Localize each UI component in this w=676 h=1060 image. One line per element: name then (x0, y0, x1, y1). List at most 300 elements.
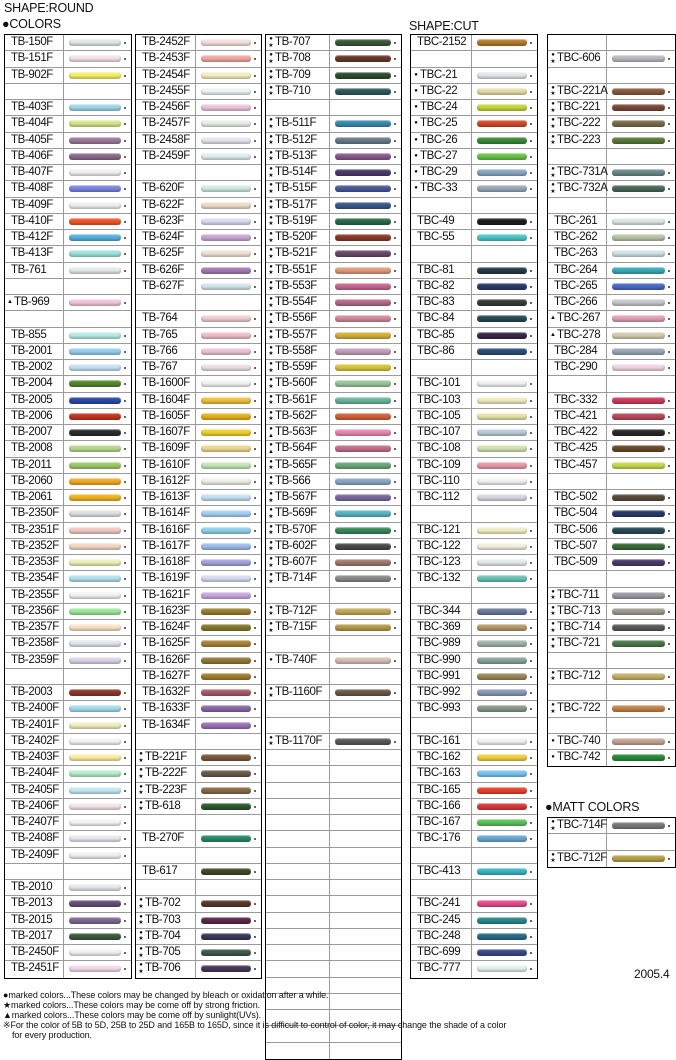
color-code: TBC-989 (417, 637, 461, 650)
dot-mark (530, 952, 532, 954)
dot-mark (124, 513, 126, 515)
color-code: TBC-108 (417, 442, 461, 455)
bead-swatch (477, 835, 527, 842)
color-row (411, 149, 537, 165)
color-code: TB-2006 (11, 409, 53, 422)
bead-swatch (335, 332, 391, 339)
dot-mark (124, 416, 126, 418)
dot-mark (254, 578, 256, 580)
dot-mark (394, 448, 396, 450)
marker-symbols: ● ★ (550, 84, 556, 98)
dot-mark (254, 237, 256, 239)
bead-swatch (69, 299, 121, 306)
color-code: TB-554F (275, 296, 317, 308)
dot-mark (124, 221, 126, 223)
color-row (136, 100, 261, 116)
dot-mark (394, 221, 396, 223)
color-code: TBC-504 (554, 507, 598, 520)
dot-mark (124, 156, 126, 158)
marker-symbols: ● (414, 136, 418, 143)
color-row (266, 214, 401, 230)
color-row (136, 68, 261, 84)
dot-mark (254, 465, 256, 467)
empty-row (548, 571, 675, 587)
color-code: TB-2452F (142, 36, 190, 48)
color-row (136, 961, 261, 977)
bead-swatch (69, 965, 121, 972)
bead-swatch (335, 462, 391, 469)
color-code: TBC-261 (554, 214, 598, 227)
color-code: TBC-991 (417, 669, 461, 682)
color-code: TB-1627F (142, 669, 190, 682)
bead-swatch (477, 673, 527, 680)
color-code: TB-515F (275, 182, 317, 195)
color-row (411, 263, 537, 279)
dot-mark (394, 383, 396, 385)
dot-mark (530, 627, 532, 629)
bead-swatch (201, 364, 251, 371)
color-row (136, 701, 261, 717)
color-code: TB-557F (275, 328, 317, 341)
empty-row (411, 588, 537, 604)
color-code: TB-403F (11, 101, 53, 113)
empty-row (266, 636, 401, 652)
bead-swatch (335, 397, 391, 404)
dot-mark (530, 968, 532, 970)
color-row (266, 653, 401, 669)
color-row (136, 230, 261, 246)
dot-mark (124, 335, 126, 337)
color-code: TB-1632F (142, 686, 190, 698)
marker-symbols: ● ★ (550, 702, 556, 715)
marker-symbols: ● ★ (550, 117, 556, 130)
dot-mark (254, 123, 256, 125)
color-code: TB-704 (145, 929, 181, 942)
color-row (548, 409, 675, 425)
color-code: TB-559F (275, 361, 317, 373)
bead-swatch (335, 543, 391, 550)
dot-mark (530, 676, 532, 678)
color-code: TB-2354F (11, 572, 59, 585)
color-row (411, 783, 537, 799)
bead-swatch (201, 462, 251, 469)
marker-symbols: ● ★ (268, 539, 274, 553)
dot-mark (124, 660, 126, 662)
marker-symbols: ● (551, 737, 555, 744)
marker-symbols: ● ★ (138, 897, 144, 910)
bead-swatch (201, 673, 251, 680)
color-code: TB-2351F (11, 523, 59, 536)
color-row (411, 620, 537, 636)
dot-mark (124, 887, 126, 889)
dot-mark (124, 530, 126, 532)
marker-symbols: ● ★ (268, 279, 274, 293)
bead-swatch (69, 770, 121, 777)
bead-swatch (612, 822, 665, 829)
marker-symbols: ● ★ (268, 166, 274, 179)
color-code: TBC-33 (420, 182, 458, 195)
dot-mark (394, 497, 396, 499)
bead-swatch (69, 592, 121, 599)
color-code: TB-602F (275, 539, 317, 552)
marker-symbols: ● ★ (268, 377, 274, 390)
color-row (5, 198, 131, 214)
color-row (548, 750, 675, 766)
bead-swatch (612, 169, 665, 176)
color-code: TB-2017 (11, 929, 53, 942)
color-code: TB-406F (11, 149, 53, 162)
color-row (411, 734, 537, 750)
color-row (266, 490, 401, 506)
color-row (5, 263, 131, 279)
bead-swatch (201, 803, 251, 810)
marker-symbols: ● ★ (550, 52, 556, 65)
bead-swatch (335, 234, 391, 241)
color-code: TB-2400F (11, 702, 59, 715)
dot-mark (668, 513, 670, 515)
marker-symbols: ● ★ (268, 523, 274, 536)
bead-swatch (69, 218, 121, 225)
bead-swatch (69, 787, 121, 794)
dot-mark (124, 627, 126, 629)
marker-symbols: ● ★ (268, 507, 274, 520)
color-row (266, 685, 401, 701)
empty-row (548, 198, 675, 214)
color-row (548, 263, 675, 279)
color-code: TBC-83 (417, 296, 455, 308)
color-code: TB-702 (145, 897, 181, 910)
color-row (5, 35, 131, 51)
color-row (548, 344, 675, 360)
color-code: TB-1618F (142, 556, 190, 568)
bead-swatch (201, 348, 251, 355)
bead-swatch (69, 267, 121, 274)
color-code: TB-1613F (142, 491, 190, 503)
color-code: TB-1621F (142, 588, 190, 601)
dot-mark (124, 757, 126, 759)
dot-mark (394, 660, 396, 662)
color-code: TBC-777 (417, 962, 461, 975)
dot-mark (254, 253, 256, 255)
empty-row (5, 669, 131, 685)
bead-swatch (201, 575, 251, 582)
dot-mark (668, 221, 670, 223)
color-code: TB-624F (142, 231, 184, 243)
dot-mark (668, 107, 670, 109)
color-row (5, 718, 131, 734)
empty-row (411, 506, 537, 522)
dot-mark (668, 611, 670, 613)
color-code: TBC-167 (417, 816, 461, 828)
color-row (548, 851, 675, 867)
color-code: TB-2060 (11, 474, 53, 487)
color-row (136, 588, 261, 604)
color-row (5, 523, 131, 539)
color-row (136, 84, 261, 100)
marker-symbols: ● ★ (138, 799, 144, 813)
marker-symbols: ● ★ (268, 686, 274, 699)
color-row (136, 263, 261, 279)
bead-swatch (477, 738, 527, 745)
color-row (266, 571, 401, 587)
color-row (5, 165, 131, 181)
dot-mark (530, 383, 532, 385)
dot-mark (668, 757, 670, 759)
color-code: TBC-132 (417, 572, 461, 585)
dot-mark (668, 546, 670, 548)
color-row (5, 506, 131, 522)
color-code: TBC-263 (554, 247, 598, 260)
dot-mark (124, 725, 126, 727)
color-code: TBC-122 (417, 539, 461, 552)
color-row (266, 279, 401, 295)
color-code: TB-2403F (11, 751, 59, 763)
color-row (136, 896, 261, 912)
dot-mark (254, 58, 256, 60)
dot-mark (394, 172, 396, 174)
color-code: TBC-86 (417, 344, 455, 357)
dot-mark (124, 562, 126, 564)
marker-symbols: ● ★ (268, 328, 274, 341)
empty-row (266, 750, 401, 766)
color-code: TBC-990 (417, 653, 461, 666)
color-row (5, 376, 131, 392)
color-code: TB-2401F (11, 718, 59, 731)
dot-mark (668, 825, 670, 827)
bead-swatch (201, 689, 251, 696)
bead-swatch (477, 39, 527, 46)
color-row (411, 328, 537, 344)
color-row (136, 571, 261, 587)
dot-mark (124, 383, 126, 385)
dot-mark (530, 481, 532, 483)
bead-swatch (335, 315, 391, 322)
dot-mark (124, 75, 126, 77)
bead-swatch (612, 445, 665, 452)
bead-swatch (477, 462, 527, 469)
color-row (136, 149, 261, 165)
bead-swatch (612, 855, 665, 862)
color-row (548, 116, 675, 132)
bead-swatch (201, 234, 251, 241)
dot-mark (530, 416, 532, 418)
bead-swatch (477, 868, 527, 875)
dot-mark (530, 156, 532, 158)
bead-swatch (477, 397, 527, 404)
color-code: TB-2015 (11, 913, 53, 926)
dot-mark (668, 58, 670, 60)
empty-row (136, 295, 261, 311)
color-code: TBC-711 (557, 588, 600, 601)
dot-mark (124, 497, 126, 499)
color-code: TBC-506 (554, 523, 598, 536)
dot-mark (254, 611, 256, 613)
color-code: TBC-266 (554, 296, 598, 308)
color-row (136, 344, 261, 360)
color-code: TB-705 (145, 946, 181, 958)
color-code: TB-2459F (142, 149, 190, 162)
dot-mark (254, 107, 256, 109)
dot-mark (668, 741, 670, 743)
bead-swatch (201, 705, 251, 712)
color-code: TB-2458F (142, 133, 190, 146)
bead-swatch (69, 608, 121, 615)
color-row (548, 279, 675, 295)
bead-swatch (335, 120, 391, 127)
bead-swatch (335, 608, 391, 615)
dot-mark (254, 530, 256, 532)
bead-swatch (335, 445, 391, 452)
bead-swatch (69, 835, 121, 842)
color-code: TB-1619F (142, 572, 190, 585)
empty-row (266, 100, 401, 116)
color-code: TB-566 (275, 474, 311, 487)
color-row (5, 604, 131, 620)
bead-swatch (335, 267, 391, 274)
color-row (136, 539, 261, 555)
color-code: TB-2353F (11, 556, 59, 568)
color-row (5, 929, 131, 945)
color-row (5, 181, 131, 197)
color-code: TBC-284 (554, 344, 598, 357)
marker-symbols: ● ★ (268, 604, 274, 618)
dot-mark (668, 140, 670, 142)
color-code: TB-1604F (142, 393, 190, 406)
bead-swatch (477, 965, 527, 972)
marker-symbols: ● ★ (268, 52, 274, 65)
bead-swatch (477, 624, 527, 631)
dot-mark (668, 367, 670, 369)
dot-mark (124, 432, 126, 434)
dot-mark (530, 838, 532, 840)
bead-swatch (477, 819, 527, 826)
color-code: TB-551F (275, 263, 317, 276)
color-row (266, 84, 401, 100)
bead-swatch (201, 429, 251, 436)
color-code: TB-2453F (142, 52, 190, 65)
marker-symbols: ● (414, 71, 418, 78)
color-code: TB-561F (275, 393, 317, 406)
color-code: TB-570F (275, 523, 317, 536)
dot-mark (530, 611, 532, 613)
dot-mark (254, 286, 256, 288)
dot-mark (254, 270, 256, 272)
marker-symbols: ● ★ (138, 783, 144, 796)
empty-row (266, 929, 401, 945)
color-row (136, 718, 261, 734)
dot-mark (394, 42, 396, 44)
marker-symbols: ● ★ (268, 572, 274, 585)
color-code: TBC-221 (557, 101, 601, 113)
dot-mark (254, 968, 256, 970)
bead-swatch (69, 462, 121, 469)
bead-swatch (612, 462, 665, 469)
color-row (266, 523, 401, 539)
bead-swatch (69, 803, 121, 810)
bead-swatch (477, 657, 527, 664)
bead-swatch (477, 120, 527, 127)
bead-swatch (69, 120, 121, 127)
color-row (5, 344, 131, 360)
color-row (411, 929, 537, 945)
bead-swatch (612, 332, 665, 339)
color-row (411, 571, 537, 587)
color-code: TB-2406F (11, 799, 59, 812)
color-row (5, 425, 131, 441)
color-row (5, 555, 131, 571)
color-code: TB-513F (275, 149, 317, 162)
color-row (266, 51, 401, 67)
color-row (136, 506, 261, 522)
bead-swatch (201, 770, 251, 777)
bead-swatch (69, 413, 121, 420)
color-row (548, 360, 675, 376)
bead-swatch (201, 592, 251, 599)
color-code: TB-715F (275, 621, 317, 633)
color-row (548, 133, 675, 149)
color-row (411, 376, 537, 392)
color-row (411, 815, 537, 831)
color-row (136, 133, 261, 149)
bead-swatch (335, 738, 391, 745)
color-code: TB-151F (11, 52, 53, 65)
dot-mark (254, 432, 256, 434)
bead-swatch (69, 494, 121, 501)
bead-swatch (612, 640, 665, 647)
dot-mark (254, 936, 256, 938)
color-row (411, 311, 537, 327)
footnote-oxidation: ●marked colors...These colors may be changed by bleach or oxidation after a while. (3, 990, 329, 1000)
color-row (411, 636, 537, 652)
dot-mark (254, 920, 256, 922)
color-row (548, 523, 675, 539)
bead-swatch (69, 234, 121, 241)
marker-symbols: ● ▲ (268, 312, 274, 325)
color-code: TB-622F (142, 198, 184, 211)
matt-colors-header: ●MATT COLORS (545, 800, 640, 814)
dot-mark (124, 806, 126, 808)
color-row (5, 360, 131, 376)
bead-swatch (69, 559, 121, 566)
color-code: TBC-290 (554, 361, 598, 373)
dot-mark (124, 448, 126, 450)
bead-swatch (69, 153, 121, 160)
color-row (5, 945, 131, 961)
dot-mark (530, 643, 532, 645)
color-code: TB-761 (11, 263, 47, 276)
dot-mark (124, 351, 126, 353)
bead-swatch (69, 949, 121, 956)
color-code: TBC-421 (554, 409, 598, 422)
color-code: TB-2010 (11, 881, 53, 893)
color-code: TBC-422 (554, 426, 598, 438)
footnote-sunlight: ▲marked colors...These colors may be come off by sunlight(UVs). (3, 1010, 262, 1020)
color-row (136, 766, 261, 782)
bead-swatch (69, 819, 121, 826)
marker-symbols: ● ★ (268, 231, 274, 244)
color-code: TB-765 (142, 328, 178, 341)
color-code: TBC-55 (417, 231, 455, 243)
color-row (5, 133, 131, 149)
color-code: TB-2352F (11, 539, 59, 552)
color-row (548, 214, 675, 230)
dot-mark (394, 140, 396, 142)
marker-symbols: ▲ (7, 299, 13, 305)
bead-swatch (335, 364, 391, 371)
color-code: TB-2457F (142, 117, 190, 130)
dot-mark (668, 416, 670, 418)
color-row (266, 263, 401, 279)
